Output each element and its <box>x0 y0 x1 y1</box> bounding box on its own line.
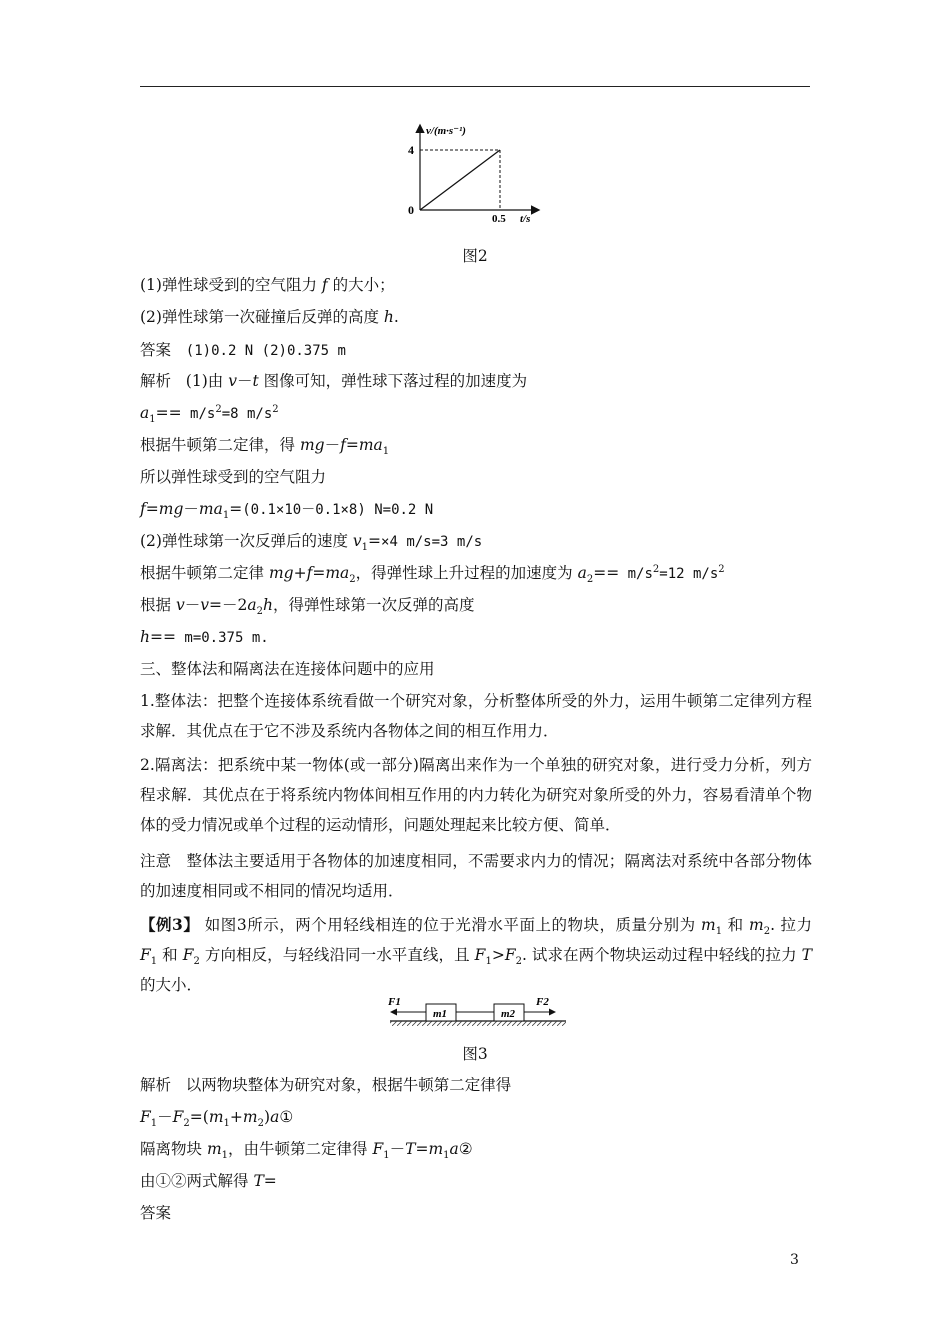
solution-line-6: (2)弹性球第一次反弹后的速度 $v_1=\times 4$ m/s=3 m/s <box>140 532 483 554</box>
solution-label: 解析 <box>140 372 172 390</box>
F1-label: F1 <box>388 996 401 1008</box>
question-2: (2)弹性球第一次碰撞后反弹的高度 h. <box>140 308 399 326</box>
solution-line-2: $a_1== m/s^2=8$ $m/s^2$ <box>140 403 279 426</box>
note-text: 整体法主要适用于各物体的加速度相同，不需要求内力的情况；隔离法对系统中各部分物体的加速度相同或不相同的情况均适用． <box>140 852 812 900</box>
m1-label: m1 <box>433 1008 448 1020</box>
m2-label: m2 <box>501 1008 516 1020</box>
solution3-line-1 <box>140 1070 812 1100</box>
solution3-text-1: 以两物块整体为研究对象，根据牛顿第二定律得 <box>185 1076 512 1094</box>
solution-line-7: 根据牛顿第二定律 $mg+f=ma_2$，得弹性球上升过程的加速度为 $a_2== m/s^2=12$ $m/s^2$ <box>140 563 725 586</box>
header-rule <box>140 86 810 87</box>
solution-line-5: $f=mg-ma_1=(0.1\times 10-0.1\times 8)$ N=0.2 N <box>140 500 434 522</box>
note-label: 注意 <box>140 852 172 870</box>
y-tick-label: 4 <box>408 143 414 157</box>
answer-value: (1)0.2 N (2)0.375 m <box>185 343 346 359</box>
solution3-line-4: 由①②两式解得 T= <box>140 1172 277 1190</box>
section3-point-1: 1.整体法：把整个连接体系统看做一个研究对象，分析整体所受的外力，运用牛顿第二定律列方程求解．其优点在于它不涉及系统内各物体之间的相互作用力． <box>140 692 812 740</box>
origin-label: 0 <box>408 203 414 217</box>
solution3-line-3: 隔离物块 $m_1$，由牛顿第二定律得 $F_1-T=m_1a②$ <box>140 1140 473 1162</box>
figure2-caption: 图2 <box>462 247 488 265</box>
solution3-answer-label: 答案 <box>140 1204 172 1222</box>
F2-label: F2 <box>536 996 549 1008</box>
y-axis-label: v/(m·s⁻¹) <box>426 125 466 137</box>
solution-line-4: 所以弹性球受到的空气阻力 <box>140 468 327 486</box>
vt-graph <box>402 122 542 232</box>
solution3-line-2: $F_1-F_2=(m_1+m_2)a①$ <box>140 1108 294 1130</box>
solution-line-9: h== m=0.375 m. <box>140 628 269 646</box>
solution-line-1: 解析 (1)由 v－t 图像可知，弹性球下落过程的加速度为 <box>140 372 528 390</box>
solution3-label: 解析 <box>140 1076 172 1094</box>
blocks-figure <box>382 996 572 1032</box>
series-line <box>420 150 500 210</box>
x-tick-label: 0.5 <box>492 213 506 225</box>
example3-text: 【例3】 如图3所示，两个用轻线相连的位于光滑水平面上的物块，质量分别为 $m_1$ 和 $m_2$. 拉力 $F_1$ 和 $F_2$ 方向相反，与轻线沿同一水平直线，且 $F_1>F_2$. 试求在两个物块运动过程中轻线的拉力 T 的大小． <box>140 915 813 994</box>
floor-hatch <box>390 1021 566 1026</box>
example3-tag: 【例3】 <box>140 915 200 934</box>
page-number: 3 <box>790 1252 799 1268</box>
section3-title: 三、整体法和隔离法在连接体问题中的应用 <box>140 660 435 678</box>
solution-line-3: 根据牛顿第二定律，得 $mg-f=ma_1$ <box>140 436 390 458</box>
question-1: (1)弹性球受到的空气阻力 f 的大小； <box>140 276 395 294</box>
answer-label: 答案 <box>140 341 172 359</box>
x-axis-label: t/s <box>520 213 531 225</box>
section3-note <box>140 846 812 906</box>
solution-line-8: 根据 $v-v=-2a_2h$，得弹性球第一次反弹的高度 <box>140 596 475 618</box>
answer-line <box>140 335 812 366</box>
section3-point-2: 2.隔离法：把系统中某一物体(或一部分)隔离出来作为一个单独的研究对象，进行受力分析，列方程求解．其优点在于将系统内物体间相互作用的内力转化为研究对象所受的外力，容易看清单个物体的受力情况或单个过程的运动情形，问题处理起来比较方便、简单． <box>140 756 812 834</box>
figure3-caption: 图3 <box>462 1045 488 1063</box>
